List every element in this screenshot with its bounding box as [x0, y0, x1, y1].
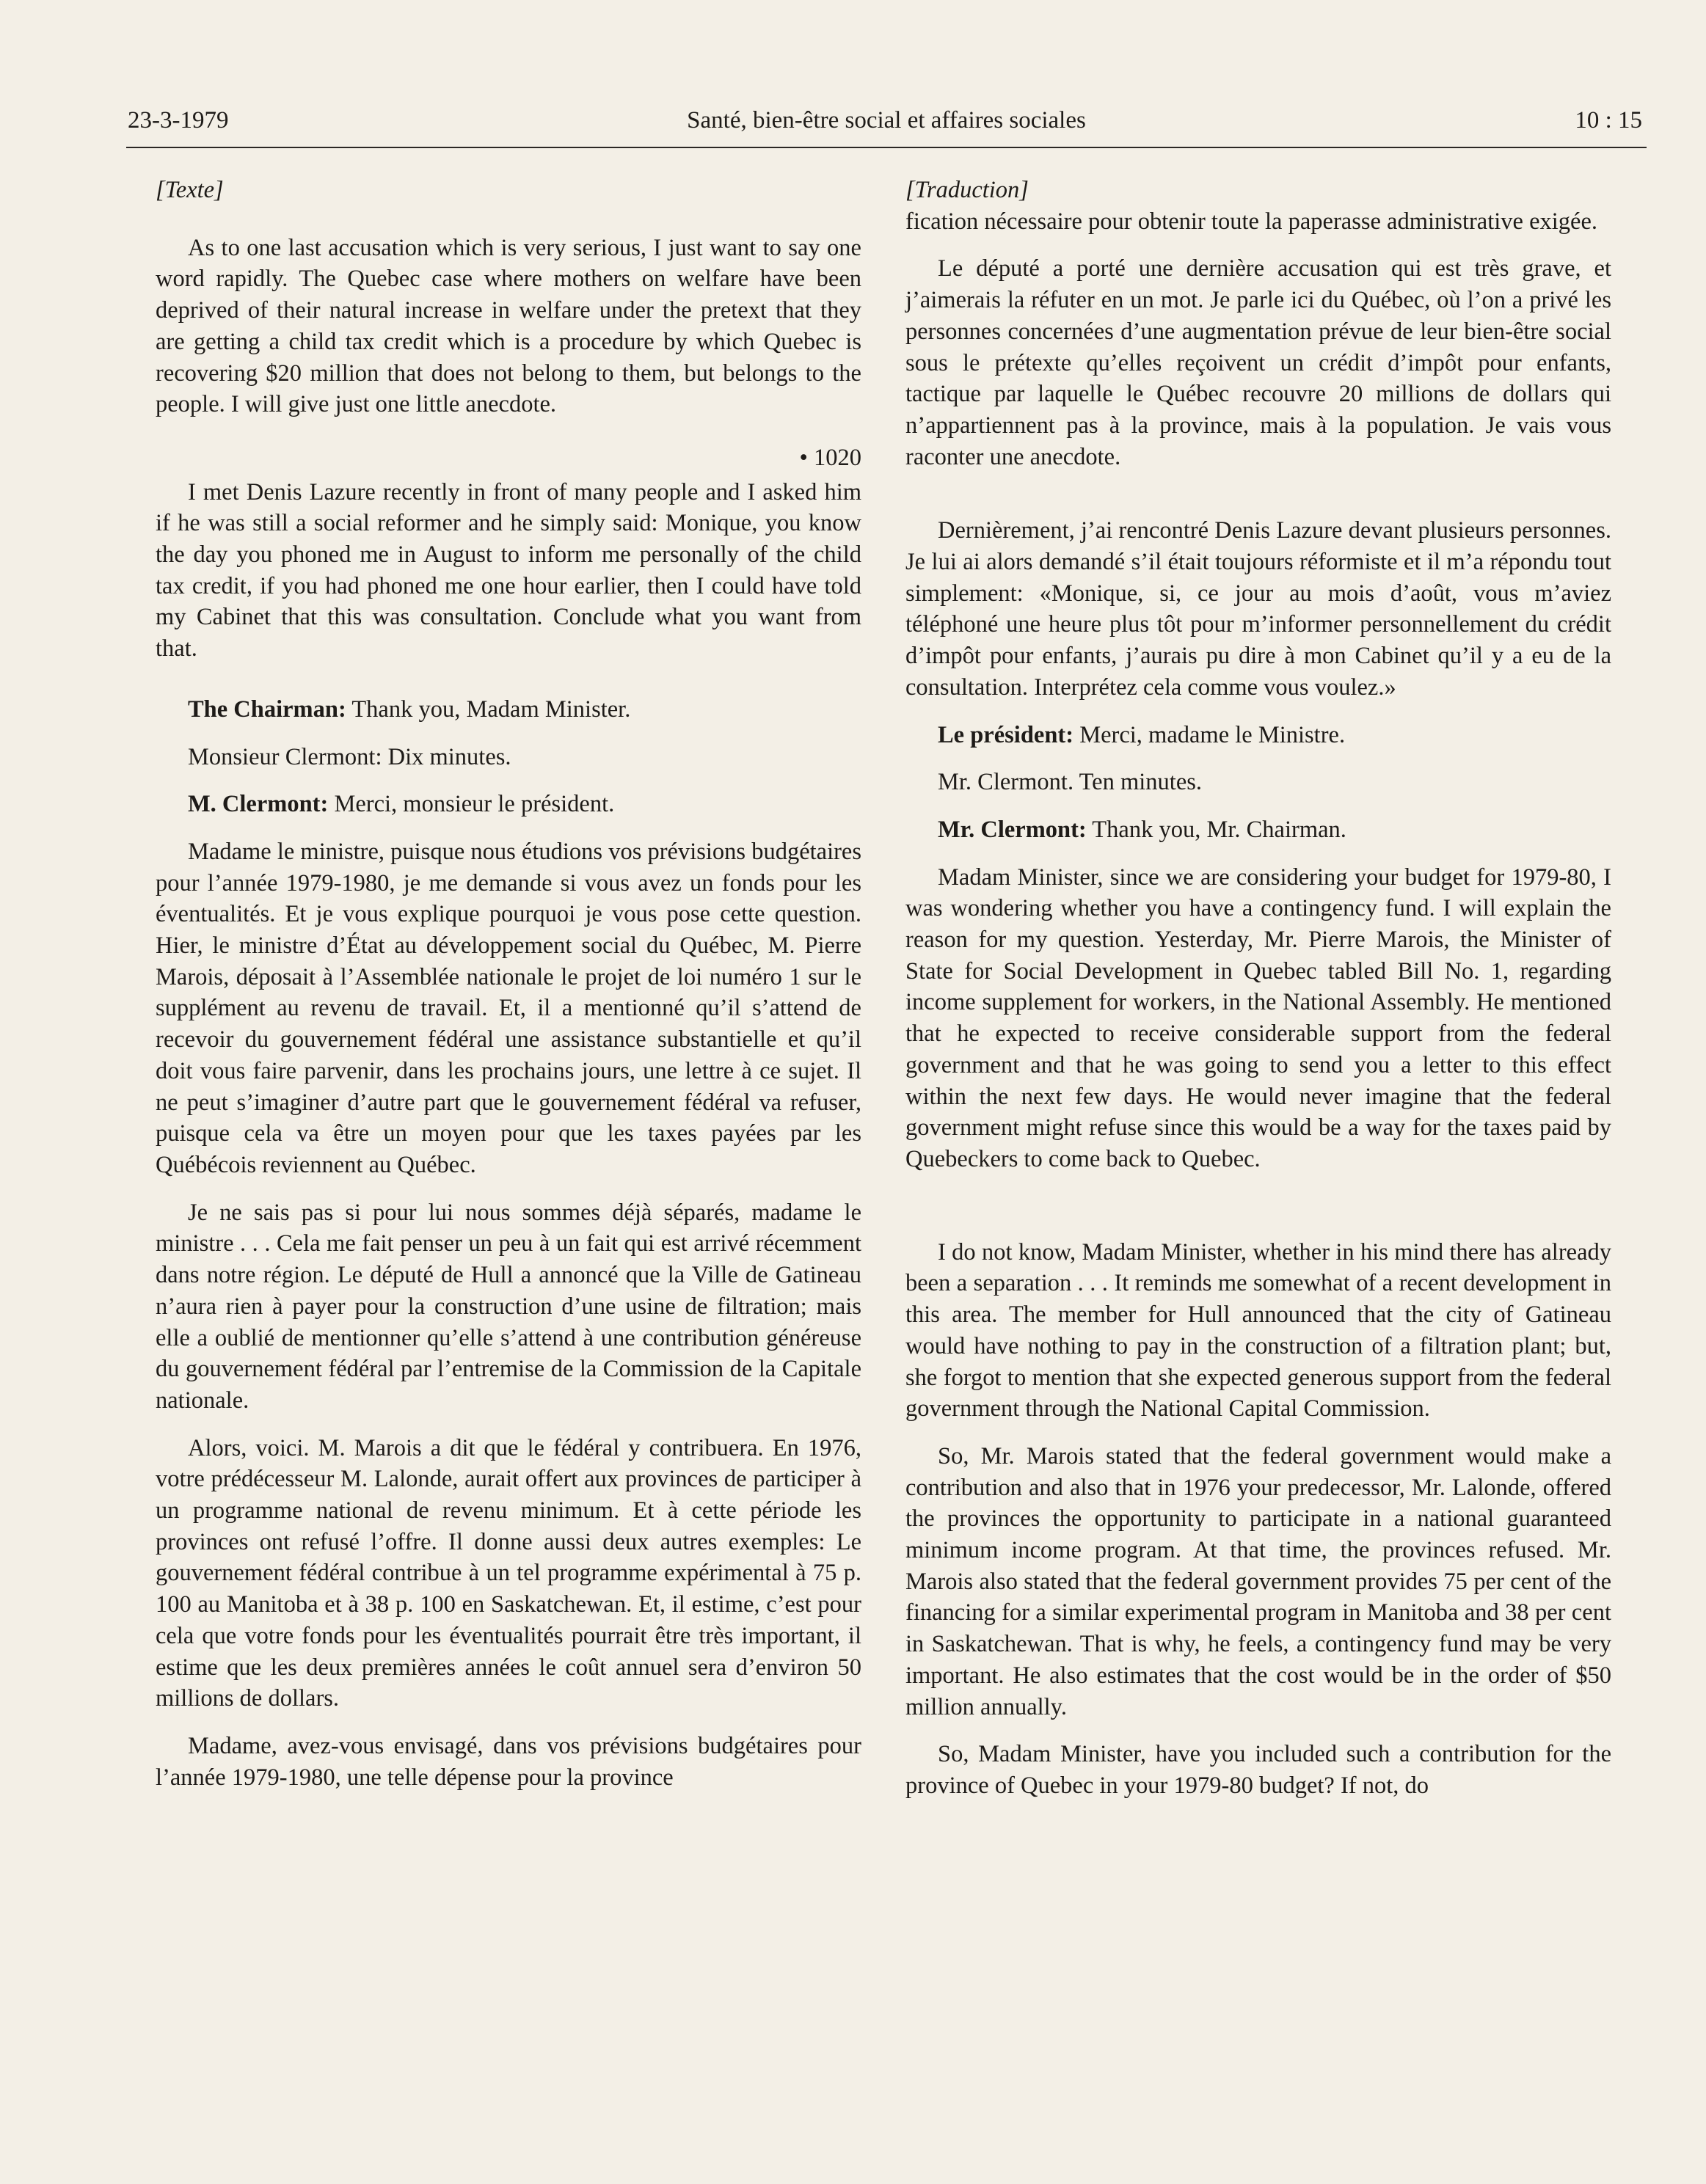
left-column-french-original: [156, 175, 861, 1809]
paragraph: Monsieur Clermont: Dix minutes.: [188, 743, 511, 770]
paragraph: I do not know, Madam Minister, whether in his mind there has already been a separation . . . It reminds me somewhat of a recent development in this area. The member for Hull announced that the city of Gatineau would have nothing to pay in the construction of a filtration plant; but, she forgot to mention that she expected generous support from the federal government through the National Capital Commission.: [905, 1238, 1611, 1422]
speaker-line: [156, 789, 861, 820]
paragraph: Alors, voici. M. Marois a dit que le fédéral y contribuera. En 1976, votre prédécesseur M. Lalonde, aurait offert aux provinces de participer à un programme national de revenu minimum. Et à cette période les provinces ont refusé l’offre. Il donne aussi deux autres exemples: Le gouvernement fédéral contribue à un tel programme expérimental à 75 p. 100 au Manitoba et à 38 p. 100 en Saskatchewan. Et, il estime, c’est pour cela que votre fonds pour les éventualités pourrait être très important, il estime que les deux premières années le coût annuel sera d’environ 50 millions de dollars.: [156, 1434, 861, 1712]
header-title: Santé, bien-être social et affaires sociales: [687, 107, 1086, 134]
speaker-text: Merci, madame le Ministre.: [1073, 721, 1346, 748]
paragraph: So, Madam Minister, have you included such a contribution for the province of Quebec in your 1979-80 budget? If not, do: [905, 1741, 1611, 1799]
speaker-text: Merci, monsieur le président.: [328, 791, 615, 818]
paragraph: I met Denis Lazure recently in front of many people and I asked him if he was still a social reformer and he simply said: Monique, you know the day you phoned me in August to inform me personally of the child tax credit, if you had phoned me one hour earlier, then I could have told my Cabinet that this was consultation. Conclude what you want from that.: [156, 478, 861, 662]
speaker-name: Le président:: [938, 721, 1074, 748]
speaker-line: [156, 694, 861, 726]
paragraph: Dernièrement, j’ai rencontré Denis Lazure devant plusieurs personnes. Je lui ai alors demandé s’il était toujours réformiste et il m’a répondu tout simplement: «Monique, si, ce jour au mois d’août, vous m’aviez téléphoné une heure plus tôt pour m’informer personnellement du crédit d’impôt pour enfants, j’aurais pu dire à mon Cabinet qu’il y a eu de la consultation. Interprétez cela comme vous voulez.»: [905, 517, 1611, 701]
paragraph: Le député a porté une dernière accusation qui est très grave, et j’aimerais la réfuter en un mot. Je parle ici du Québec, où l’on a privé les personnes concernées d’une augmentation prévue de leur bien-être social sous le prétexte qu’elles reçoivent un crédit d’impôt pour enfants, tactique par laquelle le Québec recouvre 20 millions de dollars qui n’appartiennent pas à la province, mais à la population. Je vais vous raconter une anecdote.: [905, 255, 1611, 470]
paragraph: Madame le ministre, puisque nous étudions vos prévisions budgétaires pour l’année 1979-1980, je me demande si vous avez un fonds pour les éventualités. Et je vous explique pourquoi je vous pose cette question. Hier, le ministre d’État au développement social du Québec, M. Pierre Marois, déposait à l’Assemblée nationale le projet de loi numéro 1 sur le supplément au revenu de travail. Et, il a mentionné qu’il s’attend de recevoir du gouvernement fédéral une assistance substantielle et qu’il doit vous faire parvenir, dans les prochains jours, une lettre à ce sujet. Il ne peut s’imaginer d’autre part que le gouvernement fédéral va refuser, puisque cela va être un moyen pour que les taxes payées par les Québécois reviennent au Québec.: [156, 838, 861, 1178]
page-header: [126, 103, 1647, 148]
language-tag: [Traduction]: [905, 177, 1029, 203]
speaker-name: The Chairman:: [188, 695, 346, 723]
paragraph: fication nécessaire pour obtenir toute la paperasse administrative exigée.: [905, 208, 1598, 235]
speaker-text: Thank you, Madam Minister.: [346, 695, 631, 723]
speaker-text: Thank you, Mr. Chairman.: [1086, 816, 1346, 843]
paragraph: Je ne sais pas si pour lui nous sommes déjà séparés, madame le ministre . . . Cela me fait penser un peu à un fait qui est arrivé récemment dans notre région. Le député de Hull a annoncé que la Ville de Gatineau n’aura rien à payer pour la construction d’une usine de filtration; mais elle a oublié de mentionner qu’elle s’attend à une contribution généreuse du gouvernement fédéral par l’entremise de la Commission de la Capitale nationale.: [156, 1199, 861, 1414]
header-date: 23-3-1979: [128, 107, 229, 134]
right-column-translation: [905, 175, 1611, 1818]
header-page-number: 10 : 15: [1575, 107, 1642, 134]
speaker-name: Mr. Clermont:: [938, 816, 1087, 843]
language-tag: [Texte]: [156, 177, 224, 203]
paragraph: Madame, avez-vous envisagé, dans vos prévisions budgétaires pour l’année 1979-1980, une telle dépense pour la province: [156, 1732, 861, 1791]
paragraph: As to one last accusation which is very serious, I just want to say one word rapidly. The Quebec case where mothers on welfare have been deprived of their natural increase in welfare under the pretext that they are getting a child tax credit which is a procedure by which Quebec is recovering $20 million that does not belong to them, but belongs to the people. I will give just one little anecdote.: [156, 234, 861, 418]
speaker-name: M. Clermont:: [188, 791, 329, 818]
time-marker: • 1020: [799, 444, 861, 471]
speaker-line: [905, 814, 1611, 846]
speaker-line: [905, 720, 1611, 751]
paragraph: Madam Minister, since we are considering your budget for 1979-80, I was wondering whether you have a contingency fund. I will explain the reason for my question. Yesterday, Mr. Pierre Marois, the Minister of State for Social Development in Quebec tabled Bill No. 1, regarding income supplement for workers, in the National Assembly. He mentioned that he expected to receive considerable support from the federal government and that he was going to send you a letter to this effect within the next few days. He would never imagine that the federal government might refuse since this would be a way for the taxes paid by Quebeckers to come back to Quebec.: [905, 863, 1611, 1172]
paragraph: So, Mr. Marois stated that the federal government would make a contribution and also that in 1976 your predecessor, Mr. Lalonde, offered the provinces the opportunity to participate in a national guaranteed minimum income program. At that time, the provinces refused. Mr. Marois also stated that the federal government provides 75 per cent of the financing for a similar experimental program in Manitoba and 38 per cent in Saskatchewan. That is why, he feels, a contingency fund may be very important. He also estimates that the cost would be in the order of $50 million annually.: [905, 1442, 1611, 1720]
paragraph: Mr. Clermont. Ten minutes.: [938, 769, 1203, 796]
